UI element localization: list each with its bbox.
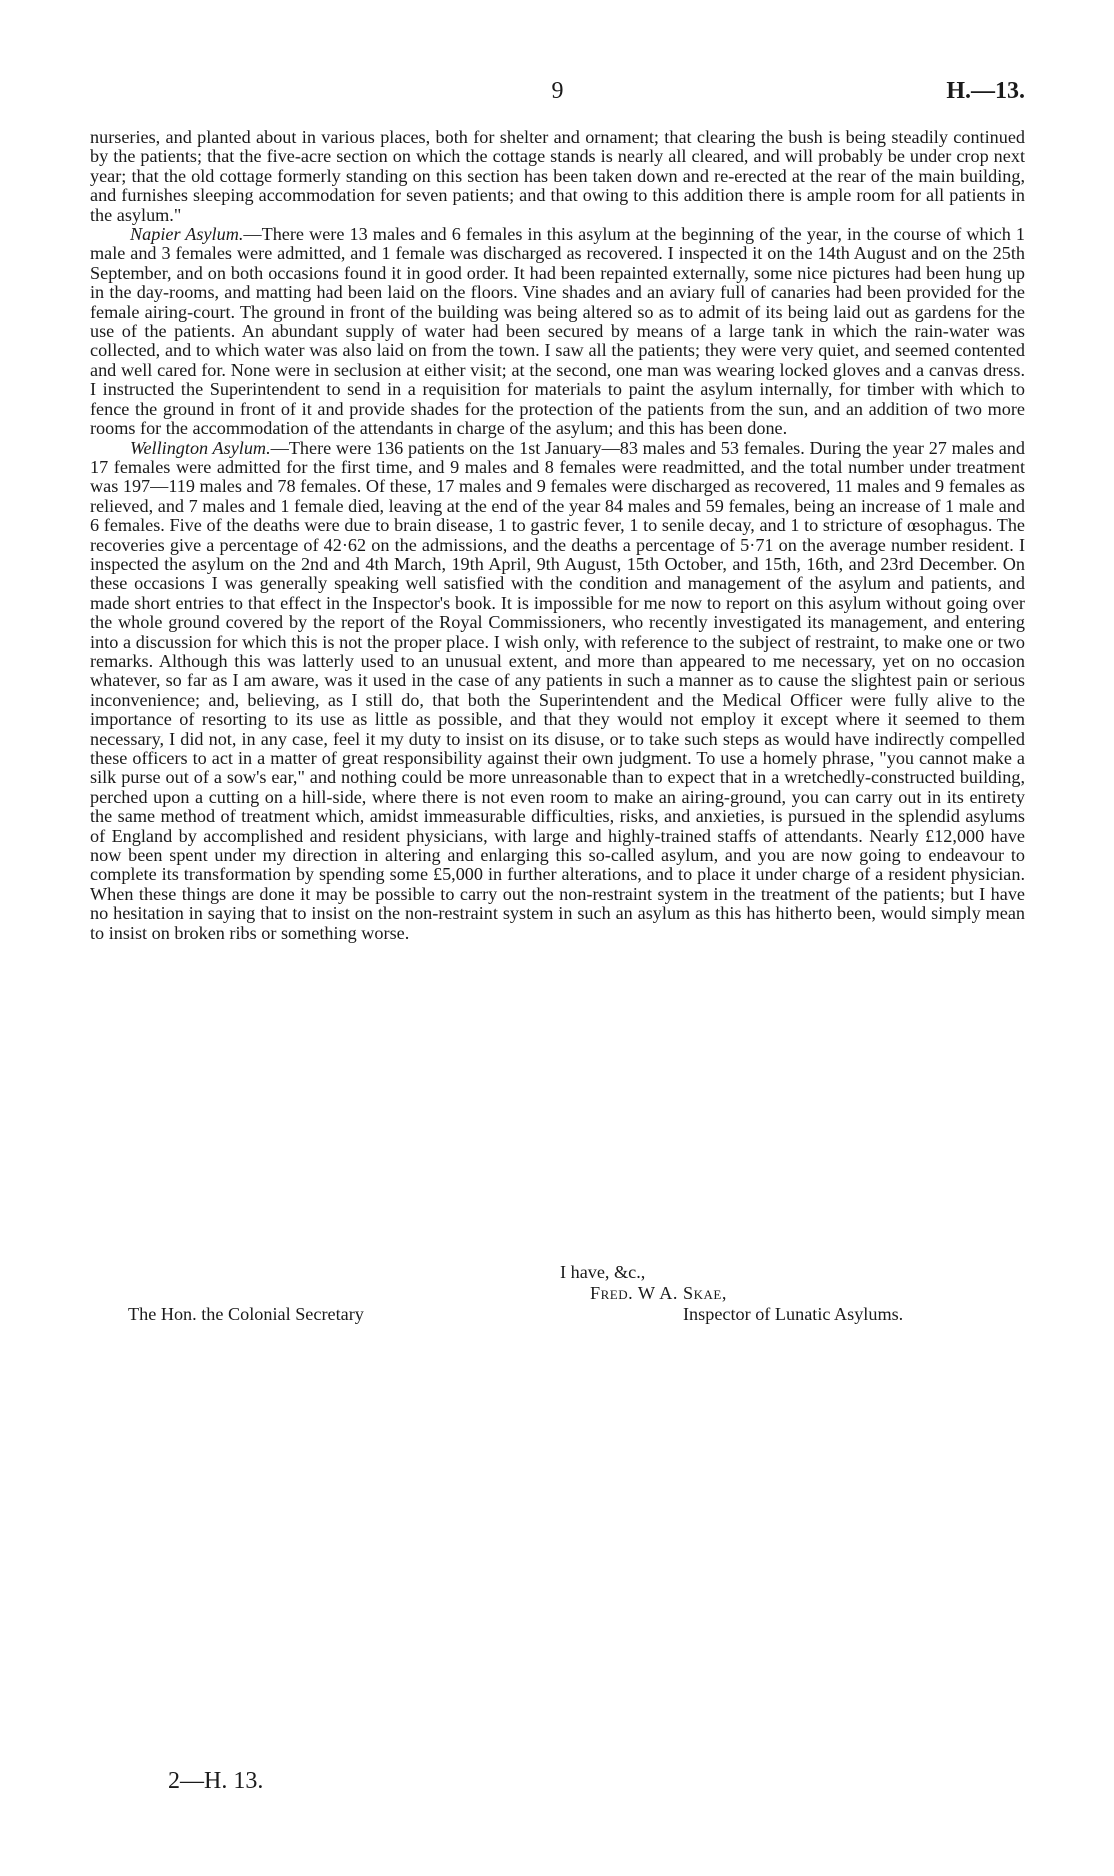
paragraph-text: —There were 136 patients on the 1st January—83 males and 53 females. During the year 27 males and 17 females were admitted for the first time, and 9 males and 8 females were readmitted, and the total number under treatment was 197—119 males and 78 females. Of these, 17 males and 9 females were discharged as recovered, 11 males and 9 females as relieved, and 7 males and 1 female died, leaving at the end of the year 84 males and 59 females, being an increase of 1 male and 6 females. Five of the deaths were due to brain disease, 1 to gastric fever, 1 to senile decay, and 1 to stricture of œsophagus. The recoveries give a percentage of 42·62 on the admissions, and the deaths a percentage of 5·71 on the average number resident. I inspected the asylum on the 2nd and 4th March, 19th April, 9th August, 15th October, and 15th, 16th, and 23rd December. On these occasions I was generally speaking well satisfied with the condition and management of the asylum and patients, and made short entries to that effect in the Inspector's book. It is impossible for me now to report on this asylum without going over the whole ground covered by the report of the Royal Commissioners, who recently investigated its management, and entering into a discussion for which this is not the proper place. I wish only, with reference to the subject of restraint, to make one or two remarks. Although this was latterly used to an unusual extent, and more than appeared to me necessary, yet on no occasion whatever, so far as I am aware, was it used in the case of any patients in such a manner as to cause the slightest pain or serious inconvenience; and, believing, as I still do, that both the Superintendent and the Medical Officer were fully alive to the importance of resorting to its use as little as possible, and that they would not employ it except where it seemed to them necessary, I did not, in any case, feel it my duty to insist on its disuse, or to take such steps as would have indirectly compelled these officers to act in a matter of great responsibility against their own judgment. To use a homely phrase, "you cannot make a silk purse out of a sow's ear," and nothing could be more unreasonable than to expect that in a wretchedly-constructed building, perched upon a cutting on a hill-side, where there is not even room to make an airing-ground, you can carry out in its entirety the same method of treatment which, amidst immeasurable difficulties, risks, and anxieties, is pursued in the splendid asylums of England by accomplished and resident physicians, with large and highly-trained staffs of attendants. Nearly £12,000 have now been spent under my direction in altering and enlarging this so-called asylum, and you are now going to endeavour to complete its transformation by spending some £5,000 in further alterations, and to place it under charge of a resident physician. When these things are done it may be possible to carry out the non-restraint system in the treatment of the patients; but I have no hesitation in saying that to insist on the non-restraint system in such an asylum as this has hitherto been, would simply mean to insist on broken ribs or something worse.	[90, 437, 1025, 943]
section-heading-wellington: Wellington Asylum.	[130, 437, 271, 458]
signature-first: Fred.	[590, 1283, 634, 1303]
document-reference: H.—13.	[946, 78, 1025, 104]
paragraph-continuation	[90, 128, 1025, 225]
paragraph-text: nurseries, and planted about in various places, both for shelter and ornament; that clearing the bush is being steadily continued by the patients; that the five-acre section on which the cottage stands is nearly all cleared, and will probably be under crop next year; that the old cottage formerly standing on this section has been taken down and re-erected at the rear of the main building, and furnishes sleeping accommodation for seven patients; and that owing to this addition there is ample room for all patients in the asylum."	[90, 127, 1025, 225]
signatory-title: Inspector of Lunatic Asylums.	[683, 1304, 904, 1324]
signature-last: Skae,	[683, 1283, 727, 1303]
complimentary-close: I have, &c.,	[560, 1262, 646, 1282]
signature-name	[590, 1283, 727, 1304]
page-header	[90, 78, 1025, 108]
addressee: The Hon. the Colonial Secretary	[128, 1304, 364, 1324]
paragraph-wellington-asylum	[90, 439, 1025, 944]
printer-signature-mark: 2—H. 13.	[168, 1768, 264, 1794]
section-heading-napier: Napier Asylum.	[130, 224, 244, 245]
signature-middle: W A.	[633, 1283, 683, 1303]
paragraph-text: —There were 13 males and 6 females in this asylum at the beginning of the year, in the course of which 1 male and 3 females were admitted, and 1 female was discharged as recovered. I inspected it on the 14th August and on the 25th September, and on both occasions found it in good order. It had been repainted externally, some nice pictures had been hung up in the day-rooms, and matting had been laid on the floors. Vine shades and an aviary full of canaries had been provided for the female airing-court. The ground in front of the building was being altered so as to admit of its being laid out as gardens for the use of the patients. An abundant supply of water had been secured by means of a large tank in which the rain-water was collected, and to which water was also laid on from the town. I saw all the patients; they were very quiet, and seemed contented and well cared for. None were in seclusion at either visit; at the second, one man was wearing locked gloves and a canvas dress. I instructed the Superintendent to send in a requisition for materials to paint the asylum internally, for timber with which to fence the ground in front of it and provide shades for the protection of the patients from the sun, and an addition of two more rooms for the accommodation of the attendants in charge of the asylum; and this has been done.	[90, 224, 1026, 439]
paragraph-napier-asylum	[90, 225, 1025, 438]
report-body	[90, 128, 1025, 943]
page-number: 9	[551, 78, 564, 104]
